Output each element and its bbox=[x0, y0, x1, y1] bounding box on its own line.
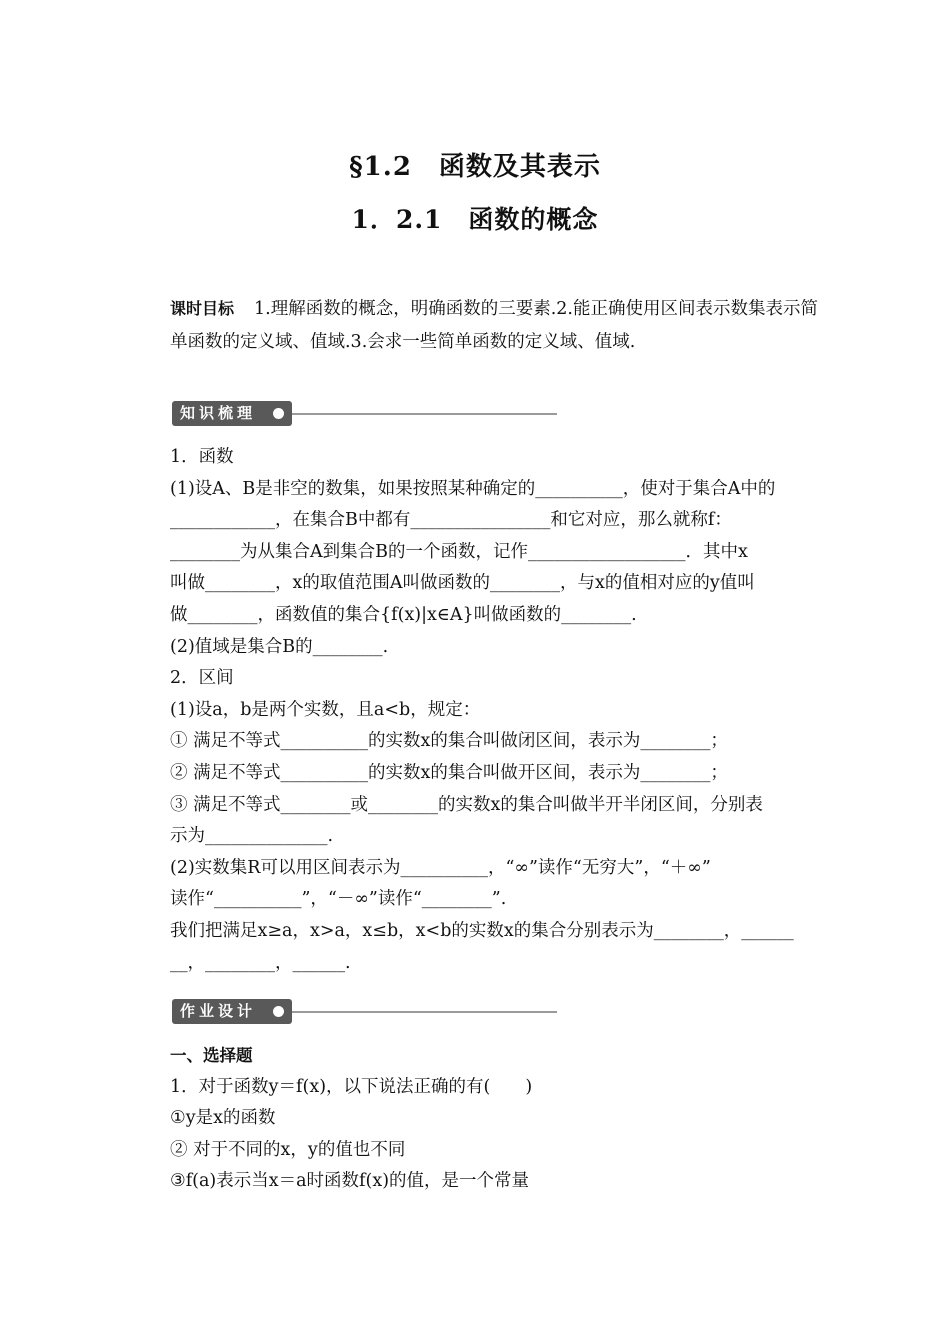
knowledge-line: (2)实数集R可以用区间表示为__________，“∞”读作“无穷大”，“＋∞” bbox=[170, 857, 711, 878]
objective-label: 课时目标 bbox=[170, 299, 235, 318]
knowledge-line: 叫做________，x的取值范围A叫做函数的________，与x的值相对应的y值叫 bbox=[170, 573, 755, 594]
knowledge-line: (1)设A、B是非空的数集，如果按照某种确定的__________，使对于集合A中的 bbox=[170, 478, 776, 499]
objective-text: 1.理解函数的概念，明确函数的三要素.2.能正确使用区间表示数集表示简单函数的定义域、值域.3.会求一些简单函数的定义域、值域. bbox=[170, 299, 818, 352]
knowledge-line: 示为______________. bbox=[170, 826, 334, 847]
homework-content bbox=[170, 1040, 820, 1198]
knowledge-line: ____________，在集合B中都有________________和它对应，那么就称f： bbox=[170, 510, 732, 531]
banner-divider bbox=[292, 413, 557, 415]
lesson-objectives bbox=[170, 292, 818, 359]
knowledge-line: 读作“__________”，“－∞”读作“________”. bbox=[170, 889, 507, 910]
bullet-dot-icon bbox=[273, 1006, 284, 1017]
knowledge-line: ① 满足不等式__________的实数x的集合叫做闭区间，表示为________； bbox=[170, 731, 728, 752]
knowledge-line: (2)值域是集合B的________. bbox=[170, 636, 389, 657]
knowledge-line: 做________，函数值的集合{f(x)|x∈A}叫做函数的________. bbox=[170, 604, 637, 625]
knowledge-content bbox=[170, 442, 820, 979]
knowledge-line: 我们把满足x≥a，x>a，x≤b，x<b的实数x的集合分别表示为________，______ bbox=[170, 920, 794, 941]
knowledge-line: 2．区间 bbox=[170, 668, 234, 689]
question-line: 1．对于函数y＝f(x)，以下说法正确的有( ) bbox=[170, 1076, 533, 1097]
subsection-title: 1．2.1 函数的概念 bbox=[351, 205, 599, 234]
homework-banner bbox=[172, 997, 558, 1027]
knowledge-line: ③ 满足不等式________或________的实数x的集合叫做半开半闭区间，分别表 bbox=[170, 794, 763, 815]
section-title: §1.2 函数及其表示 bbox=[349, 152, 601, 182]
knowledge-banner-label: 知识梳理 bbox=[180, 404, 257, 422]
knowledge-line: ________为从集合A到集合B的一个函数，记作__________________．其中x bbox=[170, 541, 748, 562]
question-line: ①y是x的函数 bbox=[170, 1108, 276, 1129]
question-line: ③f(a)表示当x＝a时函数f(x)的值，是一个常量 bbox=[170, 1171, 530, 1192]
banner-divider bbox=[292, 1011, 557, 1013]
question-line: ② 对于不同的x，y的值也不同 bbox=[170, 1139, 406, 1160]
bullet-dot-icon bbox=[273, 408, 284, 419]
knowledge-line: 1．函数 bbox=[170, 447, 234, 467]
question-section-heading: 一、选择题 bbox=[170, 1046, 253, 1065]
knowledge-line: ② 满足不等式__________的实数x的集合叫做开区间，表示为________； bbox=[170, 762, 728, 783]
homework-banner-label: 作业设计 bbox=[180, 1002, 257, 1020]
knowledge-line: __，________，______. bbox=[170, 952, 351, 973]
knowledge-banner bbox=[172, 399, 558, 429]
knowledge-line: (1)设a，b是两个实数，且a<b，规定： bbox=[170, 699, 481, 720]
